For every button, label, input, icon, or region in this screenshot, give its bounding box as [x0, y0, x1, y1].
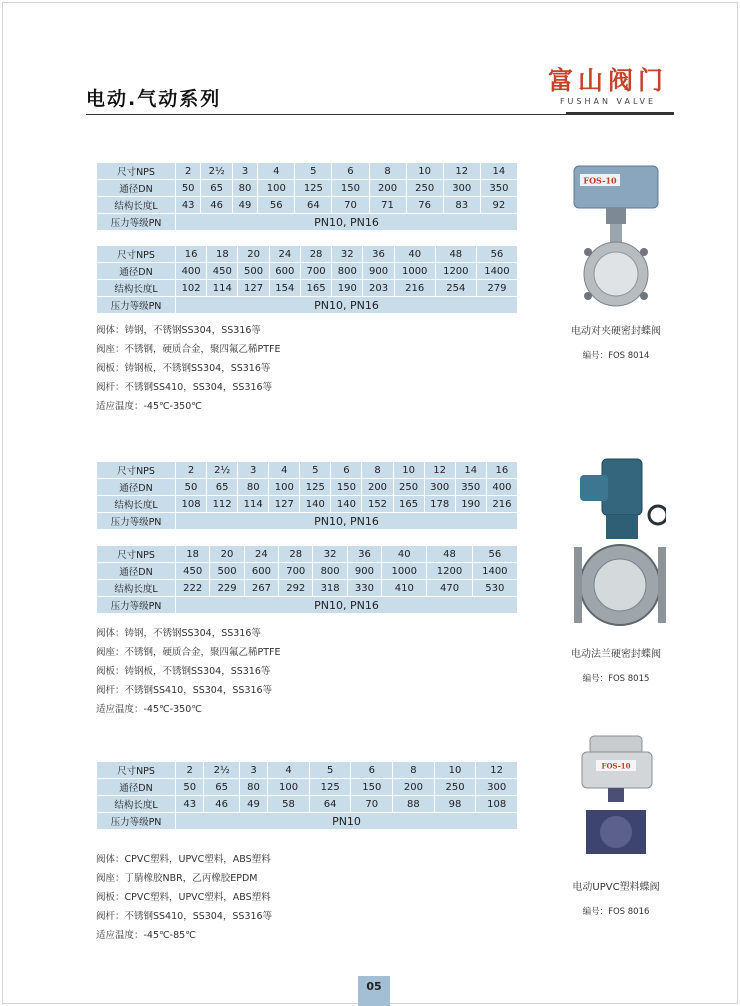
table-cell: 150: [331, 479, 362, 496]
product-code: 编号：FOS 8016: [582, 907, 650, 917]
table-cell: 14: [455, 462, 486, 479]
table-cell: 24: [244, 546, 278, 563]
row-label: 尺寸NPS: [97, 163, 176, 180]
table-cell: 80: [239, 779, 267, 796]
product-card: [560, 455, 672, 684]
table-cell: 49: [232, 197, 257, 214]
table-cell: 410: [382, 580, 427, 597]
table-cell: 24: [269, 246, 300, 263]
table-cell: 88: [393, 796, 435, 813]
row-label: 结构长度L: [97, 580, 176, 597]
table-cell: 300: [424, 479, 455, 496]
table-row: [97, 197, 518, 214]
table-cell: 350: [480, 180, 517, 197]
table-cell: 10: [434, 762, 476, 779]
material-list: [96, 321, 281, 416]
material-item: 阀板：铸钢板，不锈钢SS304，SS316等: [96, 363, 271, 374]
table-cell: 18: [207, 246, 238, 263]
table-cell: 20: [210, 546, 244, 563]
table-cell: 216: [394, 280, 435, 297]
table-row: [97, 496, 518, 513]
table-cell: 250: [406, 180, 443, 197]
row-label: 通径DN: [97, 563, 176, 580]
table-cell: 127: [238, 280, 269, 297]
table-row: [97, 813, 518, 830]
table-cell: 254: [435, 280, 476, 297]
material-item: 阀体：铸钢，不锈钢SS304，SS316等: [96, 325, 261, 336]
table-cell: 28: [300, 246, 331, 263]
material-item: 阀杆：不锈钢SS410，SS304，SS316等: [96, 685, 273, 696]
table-cell: 114: [238, 496, 269, 513]
table-cell: 64: [295, 197, 332, 214]
row-label: 尺寸NPS: [97, 762, 176, 779]
table-cell: 112: [207, 496, 238, 513]
table-cell: 6: [331, 462, 362, 479]
table-cell: 58: [268, 796, 310, 813]
product-code: 编号：FOS 8014: [582, 351, 650, 361]
table-cell: 530: [472, 580, 517, 597]
table-cell: 108: [176, 496, 207, 513]
table-cell: 70: [351, 796, 393, 813]
table-cell: 4: [258, 163, 295, 180]
table-cell: 127: [269, 496, 300, 513]
material-item: 适应温度：-45℃-350℃: [96, 401, 202, 412]
material-item: 阀板：铸钢板，不锈钢SS304，SS316等: [96, 666, 271, 677]
table-cell: 46: [204, 796, 239, 813]
table-cell: 200: [369, 180, 406, 197]
product-name: 电动法兰硬密封蝶阀: [571, 649, 661, 660]
table-cell: 36: [347, 546, 381, 563]
table-cell: 6: [351, 762, 393, 779]
table-row: [97, 513, 518, 530]
table-cell: 125: [300, 479, 331, 496]
table-cell: 190: [455, 496, 486, 513]
table-cell: 140: [331, 496, 362, 513]
table-row: [97, 546, 518, 563]
pressure-value: PN10: [176, 813, 518, 830]
table-cell: 20: [238, 246, 269, 263]
row-label: 压力等级PN: [97, 813, 176, 830]
table-row: [97, 163, 518, 180]
table-row: [97, 263, 518, 280]
table-cell: 36: [363, 246, 394, 263]
table-row: [97, 796, 518, 813]
table-cell: 500: [210, 563, 244, 580]
table-cell: 50: [176, 779, 204, 796]
table-cell: 1400: [472, 563, 517, 580]
table-cell: 229: [210, 580, 244, 597]
row-label: 结构长度L: [97, 197, 176, 214]
table-row: [97, 762, 518, 779]
table-cell: 200: [393, 779, 435, 796]
table-cell: 165: [300, 280, 331, 297]
product-code: 编号：FOS 8015: [582, 674, 650, 684]
spec-table: [96, 761, 518, 830]
product-card: [560, 728, 672, 917]
row-label: 通径DN: [97, 779, 176, 796]
table-cell: 800: [313, 563, 347, 580]
table-cell: 12: [443, 163, 480, 180]
product-card: [560, 160, 672, 361]
table-cell: 8: [393, 762, 435, 779]
table-cell: 40: [382, 546, 427, 563]
table-cell: 400: [486, 479, 517, 496]
table-cell: 222: [176, 580, 210, 597]
table-cell: 350: [455, 479, 486, 496]
material-item: 阀杆：不锈钢SS410，SS304，SS316等: [96, 382, 273, 393]
table-cell: 250: [434, 779, 476, 796]
table-cell: 279: [476, 280, 517, 297]
table-cell: 1200: [435, 263, 476, 280]
table-cell: 2½: [201, 163, 233, 180]
table-cell: 203: [363, 280, 394, 297]
table-row: [97, 280, 518, 297]
table-cell: 43: [176, 796, 204, 813]
material-item: 适应温度：-45℃-85℃: [96, 930, 196, 941]
table-cell: 2½: [207, 462, 238, 479]
table-cell: 600: [244, 563, 278, 580]
row-label: 通径DN: [97, 180, 176, 197]
table-row: [97, 180, 518, 197]
brand-name-en: FUSHAN VALVE: [559, 97, 657, 106]
row-label: 压力等级PN: [97, 214, 176, 231]
material-item: 阀座：不锈钢，硬质合金，聚四氟乙稀PTFE: [96, 647, 281, 658]
row-label: 结构长度L: [97, 280, 176, 297]
table-cell: 102: [176, 280, 207, 297]
table-cell: 165: [393, 496, 424, 513]
table-row: [97, 597, 518, 614]
table-row: [97, 563, 518, 580]
table-cell: 56: [258, 197, 295, 214]
table-cell: 56: [476, 246, 517, 263]
table-cell: 8: [362, 462, 393, 479]
table-cell: 1000: [394, 263, 435, 280]
table-cell: 76: [406, 197, 443, 214]
page-title: 电动.气动系列: [86, 88, 222, 110]
row-label: 尺寸NPS: [97, 546, 176, 563]
brand-name-cn: 富山阀门: [547, 66, 668, 95]
table-cell: 900: [363, 263, 394, 280]
table-cell: 200: [362, 479, 393, 496]
material-item: 适应温度：-45℃-350℃: [96, 704, 202, 715]
table-cell: 125: [309, 779, 351, 796]
material-item: 阀杆：不锈钢SS410，SS304，SS316等: [96, 911, 273, 922]
row-label: 压力等级PN: [97, 597, 176, 614]
table-cell: 32: [332, 246, 363, 263]
table-cell: 5: [309, 762, 351, 779]
table-row: [97, 479, 518, 496]
table-cell: 292: [279, 580, 313, 597]
table-cell: 3: [239, 762, 267, 779]
table-cell: 50: [176, 479, 207, 496]
row-label: 压力等级PN: [97, 297, 176, 314]
table-cell: 4: [268, 762, 310, 779]
table-cell: 3: [238, 462, 269, 479]
table-cell: 18: [176, 546, 210, 563]
upvc-butterfly-valve-image: [566, 728, 666, 868]
table-cell: 40: [394, 246, 435, 263]
table-cell: 250: [393, 479, 424, 496]
flanged-butterfly-valve-image: [566, 455, 666, 635]
table-cell: 3: [232, 163, 257, 180]
table-cell: 70: [332, 197, 369, 214]
pressure-value: PN10, PN16: [176, 297, 518, 314]
product-name: 电动对夹硬密封蝶阀: [571, 326, 661, 337]
table-cell: 56: [472, 546, 517, 563]
table-row: [97, 214, 518, 231]
table-cell: 152: [362, 496, 393, 513]
table-cell: 800: [332, 263, 363, 280]
spec-table: [96, 461, 518, 530]
material-item: 阀座：不锈钢，硬质合金，聚四氟乙稀PTFE: [96, 344, 281, 355]
table-cell: 10: [406, 163, 443, 180]
table-cell: 114: [207, 280, 238, 297]
table-cell: 178: [424, 496, 455, 513]
table-cell: 150: [332, 180, 369, 197]
material-item: 阀体：铸钢，不锈钢SS304，SS316等: [96, 628, 261, 639]
table-cell: 470: [427, 580, 472, 597]
table-cell: 100: [269, 479, 300, 496]
spec-table: [96, 162, 518, 231]
table-cell: 83: [443, 197, 480, 214]
row-label: 尺寸NPS: [97, 246, 176, 263]
table-cell: 1400: [476, 263, 517, 280]
table-cell: 98: [434, 796, 476, 813]
table-cell: 700: [300, 263, 331, 280]
wafer-butterfly-valve-image: [566, 160, 666, 312]
table-cell: 1000: [382, 563, 427, 580]
table-cell: 8: [369, 163, 406, 180]
table-cell: 12: [476, 762, 518, 779]
table-cell: 12: [424, 462, 455, 479]
product-name: 电动UPVC塑料蝶阀: [572, 882, 660, 893]
table-row: [97, 580, 518, 597]
table-row: [97, 462, 518, 479]
material-item: 阀体：CPVC塑料，UPVC塑料，ABS塑料: [96, 854, 271, 865]
table-cell: 216: [486, 496, 517, 513]
actuator-label: FOS-10: [601, 761, 631, 771]
table-row: [97, 246, 518, 263]
table-cell: 80: [238, 479, 269, 496]
table-cell: 92: [480, 197, 517, 214]
header-divider-accent: [566, 112, 674, 115]
table-cell: 700: [279, 563, 313, 580]
table-cell: 4: [269, 462, 300, 479]
pressure-value: PN10, PN16: [176, 513, 518, 530]
table-cell: 190: [332, 280, 363, 297]
table-cell: 108: [476, 796, 518, 813]
table-cell: 300: [476, 779, 518, 796]
table-cell: 100: [258, 180, 295, 197]
table-cell: 48: [427, 546, 472, 563]
row-label: 结构长度L: [97, 796, 176, 813]
actuator-label: FOS-10: [583, 175, 617, 186]
table-cell: 2: [176, 462, 207, 479]
row-label: 尺寸NPS: [97, 462, 176, 479]
table-cell: 6: [332, 163, 369, 180]
table-cell: 50: [176, 180, 201, 197]
table-cell: 140: [300, 496, 331, 513]
brand-logo: [533, 66, 683, 106]
table-cell: 2½: [204, 762, 239, 779]
table-cell: 267: [244, 580, 278, 597]
table-cell: 80: [232, 180, 257, 197]
table-cell: 43: [176, 197, 201, 214]
pressure-value: PN10, PN16: [176, 214, 518, 231]
table-cell: 16: [176, 246, 207, 263]
table-cell: 64: [309, 796, 351, 813]
table-cell: 65: [204, 779, 239, 796]
table-cell: 150: [351, 779, 393, 796]
row-label: 通径DN: [97, 479, 176, 496]
table-cell: 65: [201, 180, 233, 197]
table-cell: 5: [295, 163, 332, 180]
table-cell: 900: [347, 563, 381, 580]
table-row: [97, 297, 518, 314]
table-cell: 125: [295, 180, 332, 197]
table-cell: 48: [435, 246, 476, 263]
pressure-value: PN10, PN16: [176, 597, 518, 614]
row-label: 压力等级PN: [97, 513, 176, 530]
table-cell: 65: [207, 479, 238, 496]
spec-table: [96, 245, 518, 314]
table-cell: 16: [486, 462, 517, 479]
table-cell: 5: [300, 462, 331, 479]
table-cell: 500: [238, 263, 269, 280]
table-cell: 450: [176, 563, 210, 580]
table-cell: 154: [269, 280, 300, 297]
page-number: 05: [358, 976, 390, 1006]
table-cell: 49: [239, 796, 267, 813]
table-cell: 28: [279, 546, 313, 563]
table-cell: 318: [313, 580, 347, 597]
table-cell: 32: [313, 546, 347, 563]
table-cell: 2: [176, 163, 201, 180]
row-label: 通径DN: [97, 263, 176, 280]
table-cell: 14: [480, 163, 517, 180]
material-list: [96, 850, 272, 945]
table-cell: 330: [347, 580, 381, 597]
table-cell: 71: [369, 197, 406, 214]
table-cell: 450: [207, 263, 238, 280]
table-cell: 300: [443, 180, 480, 197]
table-cell: 2: [176, 762, 204, 779]
table-cell: 46: [201, 197, 233, 214]
spec-table: [96, 545, 518, 614]
material-item: 阀板：CPVC塑料，UPVC塑料，ABS塑料: [96, 892, 271, 903]
material-list: [96, 624, 281, 719]
table-cell: 400: [176, 263, 207, 280]
table-cell: 100: [268, 779, 310, 796]
table-cell: 10: [393, 462, 424, 479]
material-item: 阀座：丁腈橡胶NBR，乙丙橡胶EPDM: [96, 873, 258, 884]
row-label: 结构长度L: [97, 496, 176, 513]
table-cell: 1200: [427, 563, 472, 580]
table-row: [97, 779, 518, 796]
table-cell: 600: [269, 263, 300, 280]
